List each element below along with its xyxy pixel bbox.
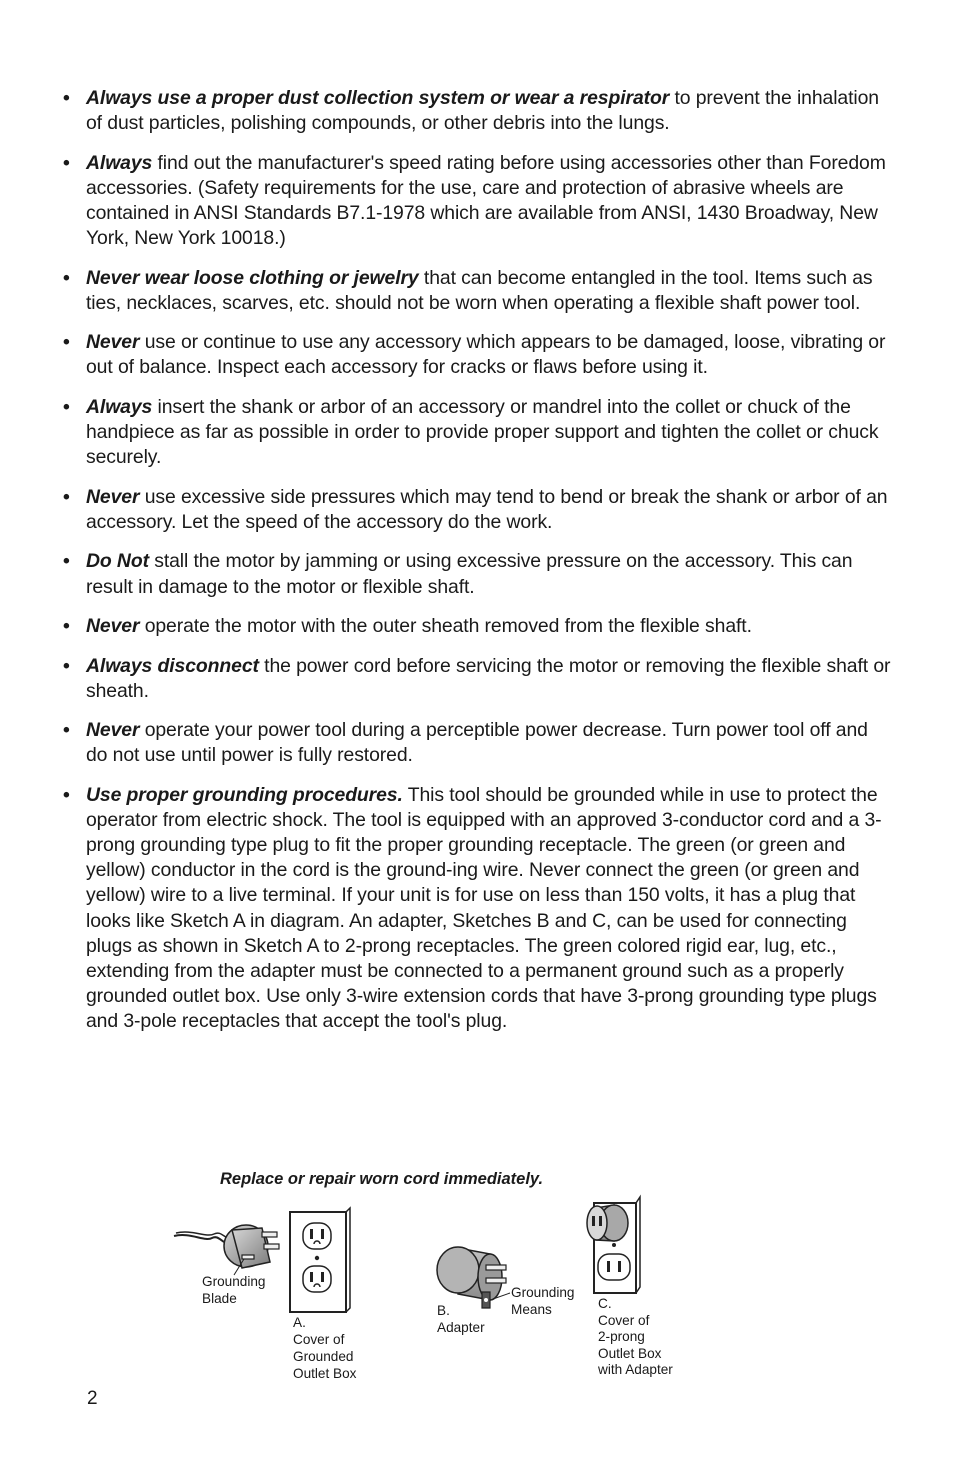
adapter-icon <box>437 1247 510 1308</box>
bullet-speed-rating: • Always find out the manufacturer's speed rating before using accessories other than Foredom accessories. (Safety requirements for the use, care and protection of abrasive wheels are contained in ANSI Standards B7.1-1978 which are available from ANSI, 1430 Broadway, New York, New York 10018.) <box>62 151 892 251</box>
bullet-power-decrease: • Never operate your power tool during a perceptible power decrease. Turn power tool off and do not use until power is fully restored. <box>62 718 892 768</box>
bullet-outer-sheath: • Never operate the motor with the outer sheath removed from the flexible shaft. <box>62 614 892 639</box>
diagram-caption: Replace or repair worn cord immediately. <box>220 1170 544 1188</box>
sketch-b-label: B. Adapter <box>437 1303 485 1335</box>
sketch-a-label: A. Cover of Grounded Outlet Box <box>293 1315 357 1381</box>
grounded-outlet-box-icon <box>290 1208 350 1312</box>
three-prong-plug-icon <box>174 1225 279 1275</box>
bullet-dust-collection: • Always use a proper dust collection system or wear a respirator to prevent the inhalation of dust particles, polishing compounds, or other debris into the lungs. <box>62 86 892 136</box>
bullet-disconnect-power: • Always disconnect the power cord before servicing the motor or removing the flexible shaft or sheath. <box>62 654 892 704</box>
bullet-damaged-accessory: • Never use or continue to use any accessory which appears to be damaged, loose, vibrating or out of balance. Inspect each accessory for cracks or flaws before using it. <box>62 330 892 380</box>
page-number: 2 <box>87 1388 98 1409</box>
bullet-stall-motor: • Do Not stall the motor by jamming or using excessive pressure on the accessory. This can result in damage to the motor or flexible shaft. <box>62 549 892 599</box>
bullet-side-pressure: • Never use excessive side pressures which may tend to bend or break the shank or arbor of an accessory. Let the speed of the accessory do the work. <box>62 485 892 535</box>
sketch-c-label: C. Cover of 2-prong Outlet Box with Adapter <box>598 1296 673 1377</box>
grounding-means-label: Grounding Means <box>511 1285 575 1317</box>
bullet-insert-shank: • Always insert the shank or arbor of an accessory or mandrel into the collet or chuck of the handpiece as far as possible in order to provide proper support and tighten the collet or chuck securely. <box>62 395 892 470</box>
two-prong-outlet-with-adapter-icon <box>587 1197 640 1293</box>
grounding-blade-label: Grounding Blade <box>202 1274 266 1306</box>
bullet-loose-clothing: • Never wear loose clothing or jewelry that can become entangled in the tool. Items such as ties, necklaces, scarves, etc. should not be worn when operating a flexible shaft power tool. <box>62 266 892 316</box>
bullet-grounding: • Use proper grounding procedures. This tool should be grounded while in use to protect the operator from electric shock. The tool is equipped with an approved 3-conductor cord and a 3-prong grounding type plug to fit the proper grounding receptacle. The green (or green and yellow) conductor in the cord is the ground-ing wire. Never connect the green (or green and yellow) wire to a live terminal. If your unit is for use on less than 150 volts, it has a plug that looks like Sketch A in diagram. An adapter, Sketches B and C, can be used for connecting plugs as shown in Sketch A to 2-prong receptacles. The green colored rigid ear, lug, etc., extending from the adapter must be connected to a permanent ground such as a properly grounded outlet box. Use only 3-wire extension cords that have 3-prong grounding type plugs and 3-pole receptacles that accept the tool's plug. <box>62 783 892 1034</box>
